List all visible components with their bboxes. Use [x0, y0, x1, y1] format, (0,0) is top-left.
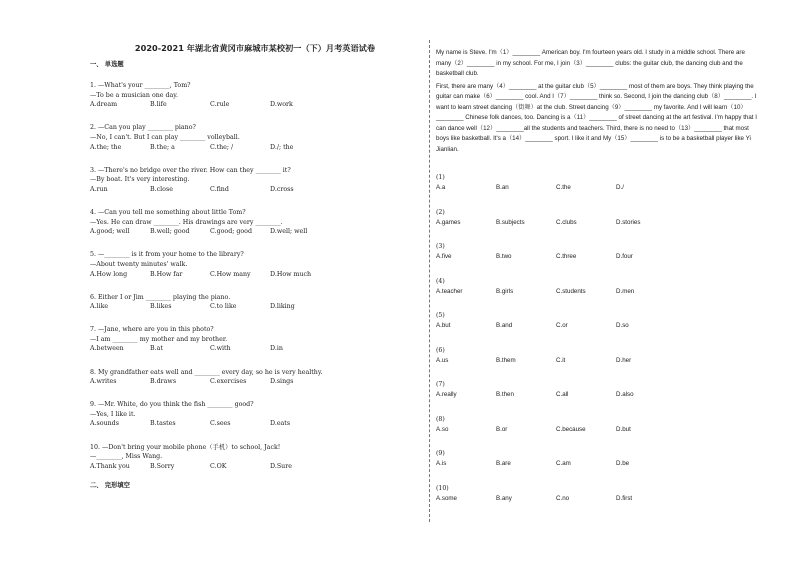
cloze-item: [436, 173, 758, 194]
option-a[interactable]: A.dream: [90, 101, 118, 109]
options-row: [436, 459, 758, 470]
option-d[interactable]: D.How much: [270, 270, 312, 278]
question-text: 10. —Don't bring your mobile phone（手机）to school, Jack!: [90, 443, 281, 451]
question-text: —Yes, I like it.: [90, 410, 136, 418]
question-item: [90, 208, 420, 237]
option-d[interactable]: D.liking: [270, 303, 295, 311]
options-row: [436, 183, 758, 194]
question-text: —I am ________ my mother and my brother.: [90, 335, 228, 343]
options-row: [90, 302, 420, 312]
options-row: [90, 100, 420, 110]
option-d[interactable]: D.also: [616, 391, 634, 398]
question-text: —To be a musician one day.: [90, 91, 179, 99]
option-b[interactable]: B.two: [496, 253, 512, 260]
section-heading-single-choice: 一、 单选题: [90, 60, 124, 68]
option-a[interactable]: A.good; well: [90, 228, 130, 236]
option-c[interactable]: C.three: [556, 253, 577, 260]
option-b[interactable]: B.the; a: [150, 143, 175, 151]
option-c[interactable]: C.with: [210, 345, 231, 353]
option-c[interactable]: C.because: [556, 425, 586, 433]
question-text: 9. —Mr. White, do you think the fish ________ good?: [90, 401, 254, 409]
option-d[interactable]: D.cross: [270, 185, 294, 193]
options-row: [90, 143, 420, 153]
option-c[interactable]: C.or: [556, 322, 568, 329]
question-text: 8. My grandfather eats well and ________ every day, so he is very healthy.: [90, 368, 323, 376]
cloze-question-list: [436, 173, 758, 504]
option-c[interactable]: C.exercises: [210, 378, 247, 386]
options-row: [436, 321, 758, 332]
left-column: [90, 44, 420, 490]
cloze-number: (6): [436, 346, 445, 354]
section-heading-cloze: 二、 完形填空: [90, 481, 130, 489]
options-row: [436, 356, 758, 367]
option-a[interactable]: A.like: [90, 303, 109, 311]
option-d[interactable]: D.be: [616, 460, 630, 467]
question-text: 1. —What's your ________, Tom?: [90, 82, 191, 90]
option-a[interactable]: A.but: [436, 322, 451, 329]
options-row: [90, 462, 420, 472]
options-row: [436, 425, 758, 436]
option-d[interactable]: D.work: [270, 101, 293, 109]
option-b[interactable]: B.any: [496, 494, 512, 502]
cloze-number: (4): [436, 277, 445, 285]
passage-paragraph: First, there are many（4）________ at the guitar club（5）________ most of them are boys. They think playing the guitar can make（6）________ cool. And I（7）________ think so. Second, I join the dancing club（8）________. I want to learn street dancing（街舞）at the club. Street dancing（9）________ my favorite. And I will learn（10）________ Chinese folk dances, too. Dancing is a（11）________ of street dancing at the art festival. I'm happy that I can dance well（12）________all the students and teachers. Third, there is no need to（13）________ that most boys like basketball. It's a（14）________ sport. I like it and My（15）________ is to be a basketball player like Yi Jianlian.: [436, 82, 757, 153]
question-text: 4. —Can you tell me something about little Tom?: [90, 209, 246, 217]
option-d[interactable]: D.Sure: [270, 462, 292, 470]
option-b[interactable]: B.girls: [496, 287, 514, 295]
option-b[interactable]: B.or: [496, 425, 508, 433]
question-item: [90, 81, 420, 110]
passage-paragraph: My name is Steve. I'm（1）________ American boy. I'm fourteen years old. I study in a middle school. There are many（2）________ in my school. For me, I join（3）________ clubs: the guitar club, the dancing club and the basketball club.: [436, 49, 745, 77]
question-text: 3. —There's no bridge over the river. How can they ________ it?: [90, 166, 291, 174]
cloze-passage: [436, 48, 758, 155]
question-item: [90, 443, 420, 472]
cloze-number: (8): [436, 415, 445, 423]
options-row: [436, 494, 758, 505]
cloze-item: [436, 242, 758, 263]
option-b[interactable]: B.How far: [150, 270, 183, 278]
cloze-item: [436, 277, 758, 298]
option-d[interactable]: D.four: [616, 253, 633, 260]
question-text: 6. Either I or Jim ________ playing the piano.: [90, 293, 231, 301]
option-b[interactable]: B.likes: [150, 303, 172, 311]
option-c[interactable]: C.the; /: [210, 143, 234, 151]
question-item: [90, 293, 420, 312]
option-a[interactable]: A.How long: [90, 270, 128, 278]
question-list: [90, 81, 420, 471]
cloze-number: (1): [436, 174, 445, 181]
question-text: 5. —________ is it from your home to the library?: [90, 251, 244, 259]
options-row: [90, 270, 420, 280]
option-a[interactable]: A.so: [436, 425, 449, 433]
option-b[interactable]: B.tastes: [150, 420, 176, 428]
option-b[interactable]: B.and: [496, 322, 513, 329]
option-c[interactable]: C.it: [556, 356, 566, 364]
option-c[interactable]: C.clubs: [556, 218, 577, 226]
question-item: [90, 123, 420, 152]
option-b[interactable]: B.life: [150, 101, 167, 109]
option-a[interactable]: A.a: [436, 184, 446, 191]
options-row: [90, 377, 420, 387]
option-c[interactable]: C.find: [210, 185, 229, 193]
column-divider: [429, 40, 431, 522]
question-item: [90, 166, 420, 195]
cloze-item: [436, 484, 758, 505]
option-a[interactable]: A.is: [436, 460, 447, 467]
option-d[interactable]: D.men: [616, 287, 635, 295]
option-a[interactable]: A.teacher: [436, 287, 463, 295]
option-c[interactable]: C.rule: [210, 101, 230, 109]
option-c[interactable]: C.the: [556, 184, 571, 191]
option-d[interactable]: D.first: [616, 494, 633, 502]
option-d[interactable]: D.stories: [616, 218, 641, 226]
option-a[interactable]: A.between: [90, 345, 124, 353]
option-b[interactable]: B.an: [496, 184, 509, 191]
option-c[interactable]: C.am: [556, 460, 571, 467]
option-d[interactable]: D.in: [270, 345, 283, 353]
option-b[interactable]: B.at: [150, 345, 163, 353]
question-item: [90, 325, 420, 354]
option-a[interactable]: A.five: [436, 253, 452, 260]
option-a[interactable]: A.games: [436, 218, 461, 226]
option-d[interactable]: D./; the: [270, 143, 294, 151]
options-row: [436, 218, 758, 229]
option-b[interactable]: B.Sorry: [150, 462, 175, 470]
cloze-number: (7): [436, 381, 445, 388]
question-text: —By boat. It's very interesting.: [90, 176, 190, 184]
cloze-number: (9): [436, 450, 445, 457]
cloze-number: (2): [436, 208, 445, 216]
question-text: —About twenty minutes' walk.: [90, 260, 188, 268]
options-row: [436, 287, 758, 298]
option-b[interactable]: B.close: [150, 185, 173, 193]
cloze-item: [436, 346, 758, 367]
option-a[interactable]: A.some: [436, 494, 457, 502]
option-d[interactable]: D.her: [616, 356, 632, 364]
cloze-item: [436, 208, 758, 229]
option-c[interactable]: C.to like: [210, 303, 237, 311]
option-b[interactable]: B.subjects: [496, 218, 525, 226]
option-d[interactable]: D.sings: [270, 378, 294, 386]
option-b[interactable]: B.then: [496, 391, 514, 398]
question-item: [90, 368, 420, 387]
option-c[interactable]: C.no: [556, 494, 570, 502]
option-b[interactable]: B.draws: [150, 378, 177, 386]
question-text: 7. —Jane, where are you in this photo?: [90, 326, 214, 334]
option-d[interactable]: D.so: [616, 322, 629, 329]
options-row: [90, 419, 420, 429]
option-c[interactable]: C.students: [556, 287, 586, 295]
right-column: [436, 48, 758, 504]
options-row: [436, 390, 758, 401]
option-b[interactable]: B.are: [496, 460, 511, 467]
cloze-number: (3): [436, 243, 445, 250]
option-d[interactable]: D.eats: [270, 420, 291, 428]
option-a[interactable]: A.run: [90, 185, 108, 193]
option-c[interactable]: C.OK: [210, 462, 227, 470]
cloze-item: [436, 311, 758, 332]
options-row: [90, 344, 420, 354]
option-a[interactable]: A.the; the: [90, 143, 122, 151]
option-c[interactable]: C.all: [556, 391, 569, 398]
question-text: —No, I can't. But I can play ________ volleyball.: [90, 134, 240, 142]
option-c[interactable]: C.good; good: [210, 228, 253, 236]
option-a[interactable]: A.sounds: [90, 420, 119, 428]
page-title: 2020-2021 年湖北省黄冈市麻城市某校初一（下）月考英语试卷: [134, 43, 376, 53]
cloze-item: [436, 449, 758, 470]
cloze-item: [436, 415, 758, 436]
option-a[interactable]: A.writes: [90, 378, 117, 386]
option-d[interactable]: D./: [616, 184, 624, 191]
option-a[interactable]: A.us: [436, 356, 449, 364]
option-a[interactable]: A.Thank you: [90, 462, 130, 470]
question-text: 2. —Can you play ________ piano?: [90, 124, 196, 132]
option-a[interactable]: A.really: [436, 391, 457, 398]
cloze-number: (5): [436, 312, 445, 319]
options-row: [436, 252, 758, 263]
question-text: —Yes. He can draw ________. His drawings are very ________.: [90, 218, 283, 226]
option-c[interactable]: C.How many: [210, 270, 251, 278]
option-b[interactable]: B.well; good: [150, 228, 190, 236]
question-item: [90, 250, 420, 279]
option-b[interactable]: B.them: [496, 356, 516, 364]
option-d[interactable]: D.well; well: [270, 228, 308, 236]
options-row: [90, 227, 420, 237]
option-c[interactable]: C.sees: [210, 420, 231, 428]
question-text: —________, Miss Wang.: [90, 453, 163, 461]
option-d[interactable]: D.but: [616, 425, 631, 433]
cloze-item: [436, 380, 758, 401]
options-row: [90, 185, 420, 195]
question-item: [90, 400, 420, 429]
cloze-number: (10): [436, 484, 449, 492]
